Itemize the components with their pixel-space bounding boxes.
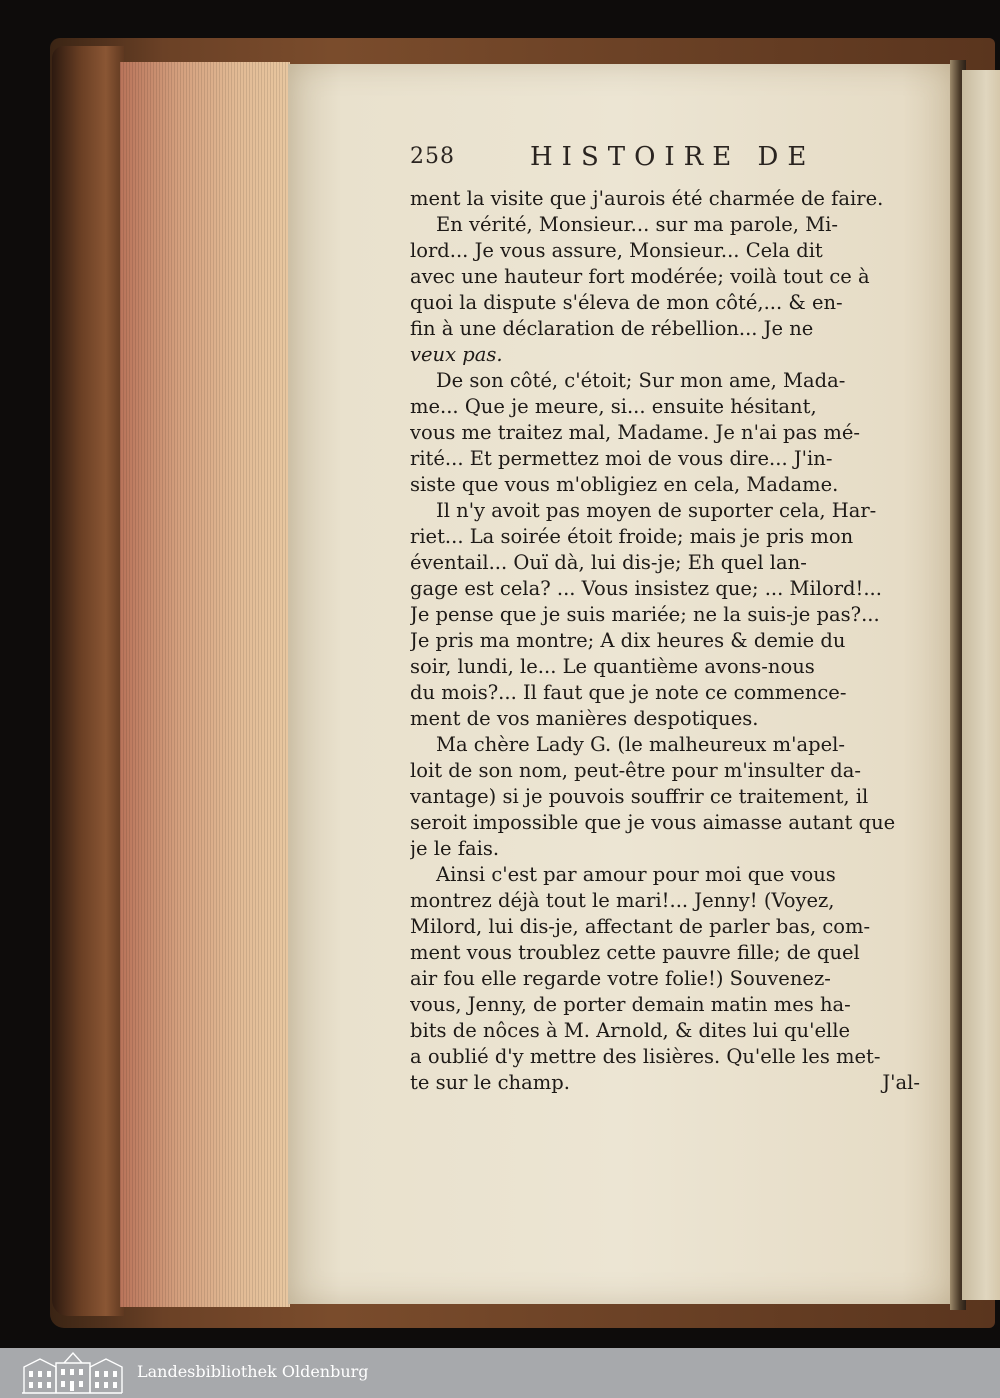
text-line: Ma chère Lady G. (le malheureux m'apel- bbox=[436, 733, 845, 756]
text-line: gage est cela? ... Vous insistez que; ... Milord!... bbox=[410, 577, 882, 600]
text-line: siste que vous m'obligiez en cela, Madame. bbox=[410, 473, 839, 496]
text-line: vous me traitez mal, Madame. Je n'ai pas mé- bbox=[410, 421, 860, 444]
text-line: vous, Jenny, de porter demain matin mes ha- bbox=[410, 993, 851, 1016]
text-line: soir, lundi, le... Le quantième avons-nous bbox=[410, 655, 815, 678]
page-number: 258 bbox=[410, 144, 455, 169]
text-line: Il n'y avoit pas moyen de suporter cela, Har- bbox=[436, 499, 877, 522]
text-line: ment la visite que j'aurois été charmée de faire. bbox=[410, 187, 884, 210]
text-line: a oublié d'y mettre des lisières. Qu'elle les met- bbox=[410, 1045, 881, 1068]
text-line: Je pris ma montre; A dix heures & demie du bbox=[410, 629, 846, 652]
text-line: te sur le champ. bbox=[410, 1071, 570, 1094]
text-line: De son côté, c'étoit; Sur mon ame, Mada- bbox=[436, 369, 846, 392]
text-line: fin à une déclaration de rébellion... Je ne bbox=[410, 317, 814, 340]
text-line: riet... La soirée étoit froide; mais je pris mon bbox=[410, 525, 854, 548]
text-line: éventail... Ouï dà, lui dis-je; Eh quel lan- bbox=[410, 551, 807, 574]
running-head bbox=[410, 140, 920, 180]
catchword-row bbox=[410, 1070, 920, 1096]
text-line: seroit impossible que je vous aimasse autant que bbox=[410, 811, 896, 834]
text-line: ment vous troublez cette pauvre fille; de quel bbox=[410, 941, 860, 964]
text-line: bits de nôces à M. Arnold, & dites lui qu'elle bbox=[410, 1019, 850, 1042]
text-line: je le fais. bbox=[410, 837, 500, 860]
text-line: ment de vos manières despotiques. bbox=[410, 707, 759, 730]
text-line: me... Que je meure, si... ensuite hésitant, bbox=[410, 395, 817, 418]
text-line: vantage) si je pouvois souffrir ce traitement, il bbox=[410, 785, 869, 808]
text-line: Je pense que je suis mariée; ne la suis-je pas?... bbox=[410, 603, 880, 626]
footer-bar bbox=[0, 1348, 1000, 1398]
text-line: du mois?... Il faut que je note ce commence- bbox=[410, 681, 847, 704]
library-name: Landesbibliothek Oldenburg bbox=[137, 1362, 369, 1381]
text-line: Milord, lui dis-je, affectant de parler bas, com- bbox=[410, 915, 871, 938]
text-line: veux pas. bbox=[410, 343, 503, 366]
text-line: lord... Je vous assure, Monsieur... Cela dit bbox=[410, 239, 823, 262]
page-block-edges bbox=[120, 62, 290, 1307]
facing-page-edge bbox=[962, 70, 1000, 1300]
text-line: En vérité, Monsieur... sur ma parole, Mi- bbox=[436, 213, 838, 236]
running-title: HISTOIRE DE bbox=[530, 142, 816, 172]
text-line: Ainsi c'est par amour pour moi que vous bbox=[436, 863, 836, 886]
text-line: montrez déjà tout le mari!... Jenny! (Voyez, bbox=[410, 889, 835, 912]
text-line: quoi la dispute s'éleva de mon côté,... & en- bbox=[410, 291, 843, 314]
text-line: loit de son nom, peut-être pour m'insulter da- bbox=[410, 759, 861, 782]
library-building-icon bbox=[20, 1351, 124, 1395]
catchword: J'al- bbox=[882, 1071, 920, 1094]
text-line: rité... Et permettez moi de vous dire... J'in- bbox=[410, 447, 833, 470]
text-line: avec une hauteur fort modérée; voilà tout ce à bbox=[410, 265, 870, 288]
text-line: air fou elle regarde votre folie!) Souvenez- bbox=[410, 967, 831, 990]
book-binding-edge bbox=[52, 46, 124, 1316]
